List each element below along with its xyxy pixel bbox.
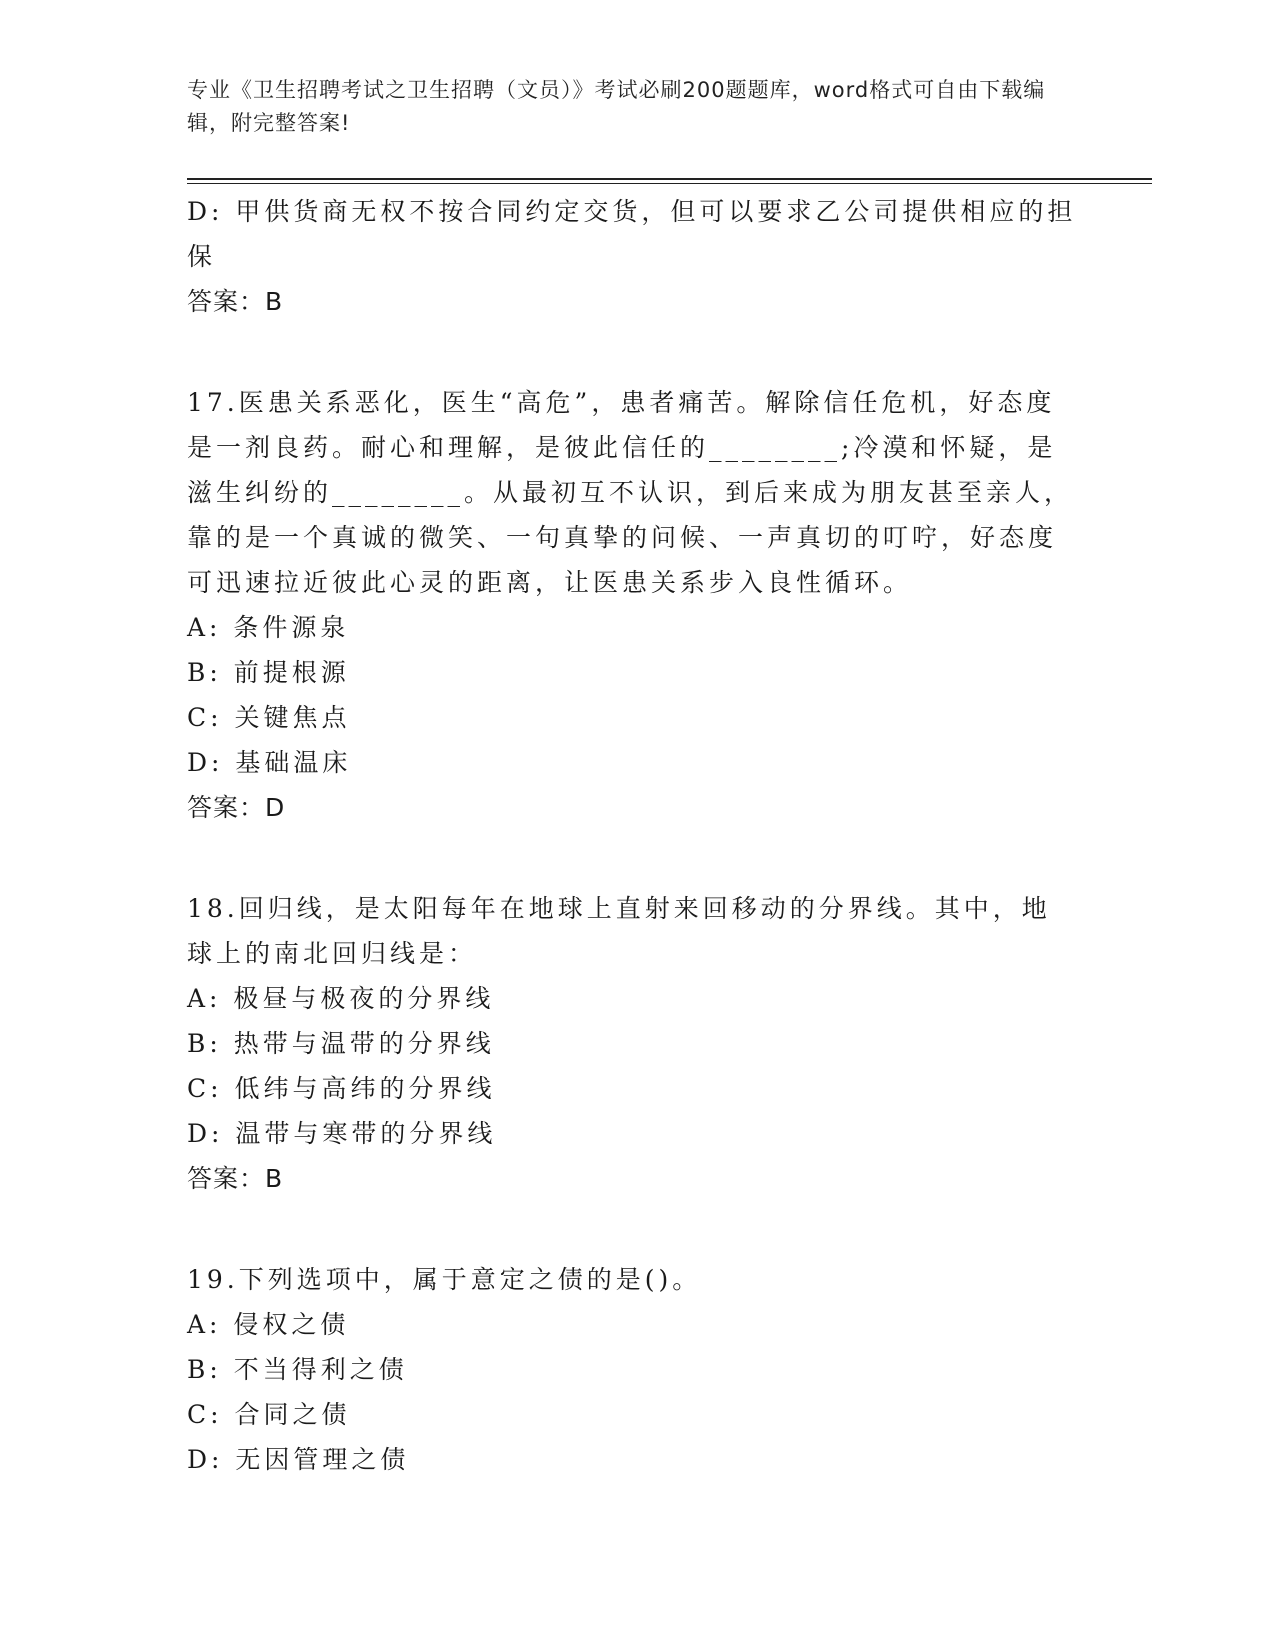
question-spacer (187, 1201, 1077, 1257)
question-18-answer: 答案：B (187, 1164, 284, 1193)
question-19-option-c: C: 合同之债 (187, 1400, 351, 1429)
question-16-answer: 答案：B (187, 287, 284, 316)
question-16 (187, 189, 1077, 324)
question-19-stem: 19.下列选项中，属于意定之债的是()。 (187, 1265, 702, 1294)
question-17-option-c: C: 关键焦点 (187, 703, 351, 732)
question-19 (187, 1257, 1077, 1482)
question-17-option-b: B: 前提根源 (187, 658, 350, 687)
question-spacer (187, 324, 1077, 380)
header-rule-thin (187, 183, 1152, 184)
page-header: 专业《卫生招聘考试之卫生招聘（文员）》考试必刷200题题库，word格式可自由下载编辑，附完整答案! (187, 78, 1046, 135)
question-18-stem: 18.回归线，是太阳每年在地球上直射来回移动的分界线。其中，地球上的南北回归线是： (187, 894, 1051, 968)
question-18-option-d: D: 温带与寒带的分界线 (187, 1119, 497, 1148)
question-18 (187, 886, 1077, 1201)
question-18-option-b: B: 热带与温带的分界线 (187, 1029, 495, 1058)
question-17-stem: 17.医患关系恶化，医生“高危”，患者痛苦。解除信任危机，好态度是一剂良药。耐心和理解，是彼此信任的________;冷漠和怀疑，是滋生纠纷的________。从最初互不认识，到后来成为朋友甚至亲人，靠的是一个真诚的微笑、一句真挚的问候、一声真切的叮咛，好态度可迅速拉近彼此心灵的距离，让医患关系步入良性循环。 (187, 388, 1074, 597)
question-19-option-d: D: 无因管理之债 (187, 1445, 410, 1474)
question-19-option-b: B: 不当得利之债 (187, 1355, 408, 1384)
question-17-option-a: A: 条件源泉 (187, 613, 350, 642)
question-19-option-a: A: 侵权之债 (187, 1310, 350, 1339)
question-17-answer: 答案：D (187, 793, 286, 822)
question-spacer (187, 830, 1077, 886)
document-body (187, 189, 1077, 1482)
question-17-option-d: D: 基础温床 (187, 748, 352, 777)
question-17 (187, 380, 1077, 830)
question-18-option-c: C: 低纬与高纬的分界线 (187, 1074, 496, 1103)
header-rule-thick (187, 178, 1152, 180)
question-18-option-a: A: 极昼与极夜的分界线 (187, 984, 495, 1013)
question-16-option-d: D: 甲供货商无权不按合同约定交货，但可以要求乙公司提供相应的担保 (187, 197, 1077, 271)
